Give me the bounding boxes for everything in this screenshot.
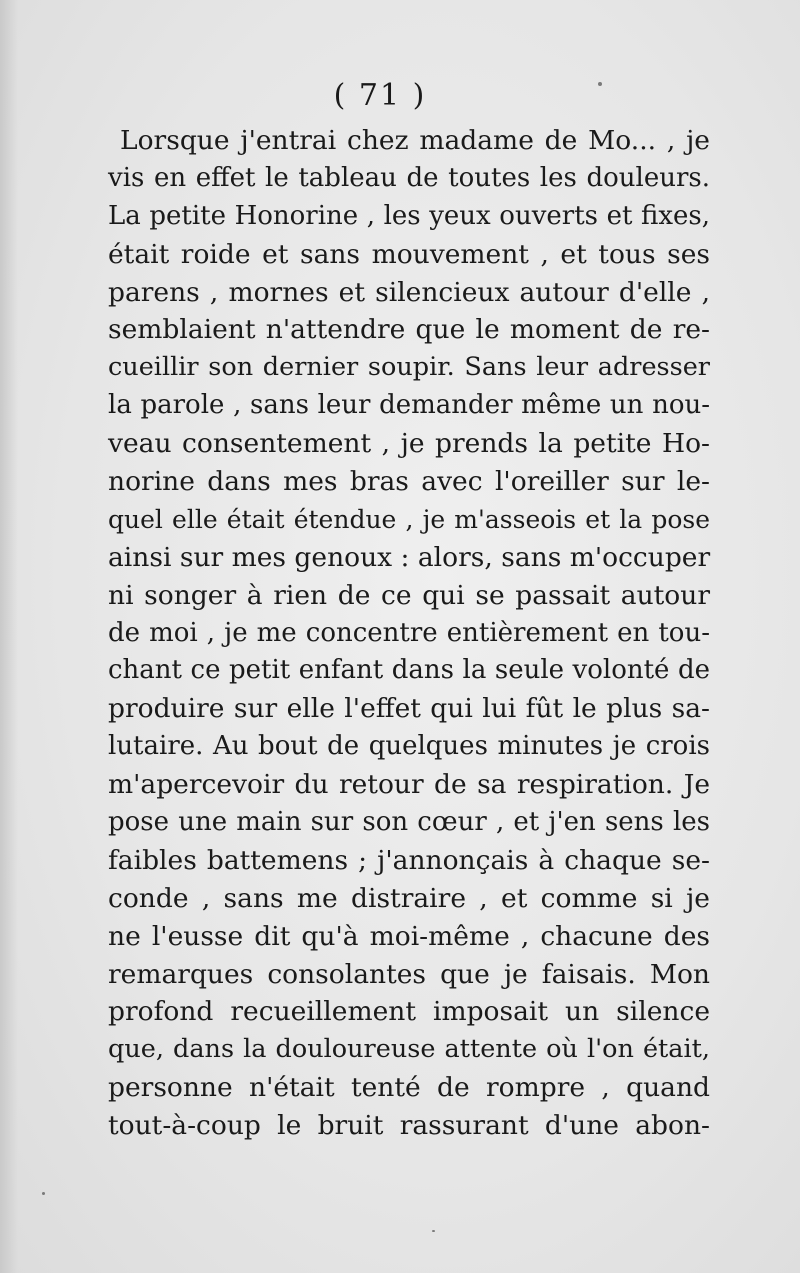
body-text — [108, 122, 710, 1145]
text-line: était roide et sans mouvement , et tous ses — [108, 238, 710, 270]
text-line: ne l'eusse dit qu'à moi-même , chacune des — [108, 920, 710, 952]
text-line: remarques consolantes que je faisais. Mon — [108, 958, 710, 990]
text-line: ni songer à rien de ce qui se passait autour — [108, 579, 710, 611]
text-line: ainsi sur mes genoux : alors, sans m'occuper — [108, 541, 711, 573]
page-edge-shadow — [0, 0, 18, 1273]
text-line: conde , sans me distraire , et comme si je — [108, 882, 710, 914]
page-number: ( 71 ) — [333, 78, 427, 113]
paper-speck — [42, 1192, 45, 1195]
text-line: lutaire. Au bout de quelques minutes je crois — [108, 731, 710, 762]
text-line: que, dans la douloureuse attente où l'on était, — [108, 1034, 710, 1065]
text-line: norine dans mes bras avec l'oreiller sur le- — [108, 466, 710, 498]
text-line: vis en effet le tableau de toutes les douleurs. — [108, 162, 710, 193]
text-line: quel elle était étendue , je m'asseois et la pose — [108, 504, 710, 534]
paper-speck — [432, 1230, 435, 1232]
text-line: personne n'était tenté de rompre , quand — [108, 1072, 710, 1104]
text-line: parens , mornes et silencieux autour d'elle , — [108, 276, 710, 308]
text-line: tout-à-coup le bruit rassurant d'une abon- — [108, 1110, 710, 1142]
text-line: veau consentement , je prends la petite Ho- — [108, 428, 710, 460]
text-line: cueillir son dernier soupir. Sans leur adresser — [108, 352, 710, 383]
text-line: pose une main sur son cœur , et j'en sens les — [108, 807, 710, 838]
text-line: semblaient n'attendre que le moment de re- — [108, 314, 710, 346]
text-line: La petite Honorine , les yeux ouverts et fixes, — [108, 200, 710, 231]
text-line: Lorsque j'entrai chez madame de Mo... , je — [120, 125, 710, 156]
text-line: chant ce petit enfant dans la seule volonté de — [108, 655, 710, 686]
text-line: profond recueillement imposait un silence — [108, 996, 710, 1028]
text-line: faibles battemens ; j'annonçais à chaque se- — [108, 844, 710, 876]
text-line: m'apercevoir du retour de sa respiration. Je — [108, 769, 710, 801]
text-line: la parole , sans leur demander même un nou- — [108, 390, 710, 421]
text-line: produire sur elle l'effet qui lui fût le plus sa- — [108, 693, 710, 725]
text-line: de moi , je me concentre entièrement en tou- — [108, 617, 710, 648]
